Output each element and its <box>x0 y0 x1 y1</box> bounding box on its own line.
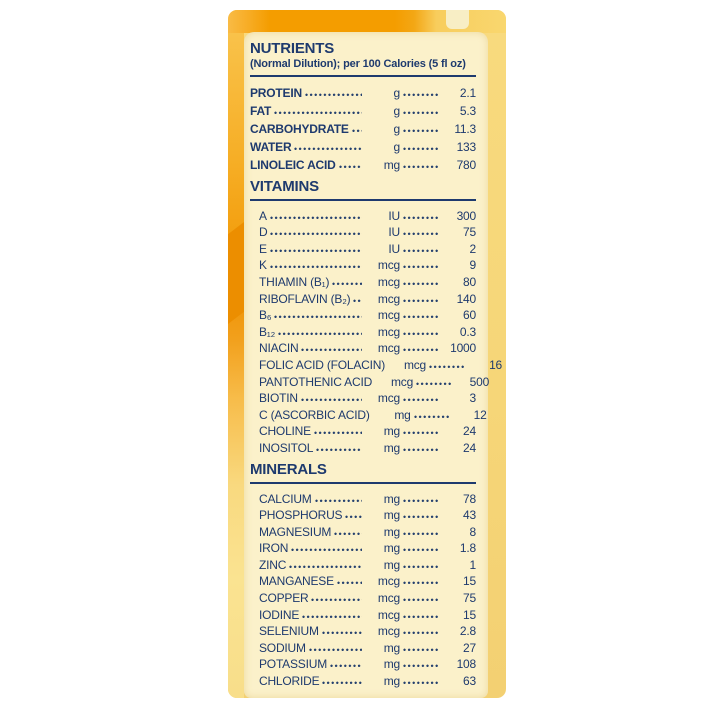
mineral-unit: mg <box>383 640 400 655</box>
vitamin-unit: mcg <box>377 308 400 323</box>
nutrient-unit: g <box>393 86 400 100</box>
mineral-name: MANGANESE <box>259 574 334 589</box>
vitamin-unit: mcg <box>390 374 414 389</box>
dot-leader <box>334 532 362 536</box>
dot-leader <box>274 315 362 319</box>
mineral-unit: mcg <box>377 574 400 589</box>
vitamin-name: K <box>259 258 267 273</box>
dot-leader <box>270 249 362 253</box>
nutrient-row <box>250 136 476 154</box>
vitamin-row <box>250 372 490 389</box>
vitamin-row <box>250 322 476 339</box>
vitamin-row <box>250 256 476 273</box>
dot-leader <box>414 415 449 419</box>
vitamin-row <box>250 355 503 372</box>
mineral-unit: mcg <box>377 624 400 639</box>
mineral-row <box>250 622 476 639</box>
dot-leader <box>403 332 438 336</box>
vitamin-row <box>250 389 476 406</box>
dot-leader <box>314 431 362 435</box>
dot-leader <box>403 681 438 685</box>
vitamins-rows <box>250 206 503 455</box>
package-left-orange-wedge <box>228 222 244 324</box>
mineral-name: SELENIUM <box>259 624 319 639</box>
nutrient-row <box>250 154 476 172</box>
vitamin-name: B₁₂ <box>259 324 276 339</box>
dot-leader <box>291 548 362 552</box>
dot-leader <box>403 249 438 253</box>
mineral-value: 108 <box>456 657 476 672</box>
mineral-row <box>250 655 476 672</box>
mineral-value: 15 <box>463 607 476 622</box>
vitamin-unit: mcg <box>377 324 400 339</box>
mineral-value: 1.8 <box>459 541 476 556</box>
dot-leader <box>403 111 438 115</box>
dot-leader <box>403 165 438 169</box>
dot-leader <box>301 398 362 402</box>
nutrient-value: 2.1 <box>459 86 476 100</box>
dot-leader <box>403 598 438 602</box>
mineral-value: 8 <box>469 524 476 539</box>
vitamin-value: 75 <box>463 225 476 240</box>
mineral-row <box>250 489 476 506</box>
mineral-row <box>250 638 476 655</box>
mineral-row <box>250 522 476 539</box>
mineral-name: IODINE <box>259 607 300 622</box>
mineral-value: 2.8 <box>459 624 476 639</box>
dot-leader <box>330 664 362 668</box>
dot-leader <box>403 129 438 133</box>
vitamin-value: 12 <box>473 407 487 422</box>
mineral-row <box>250 572 476 589</box>
nutrients-rows <box>250 82 476 172</box>
dot-leader <box>352 129 362 133</box>
vitamin-unit: mcg <box>377 258 400 273</box>
dot-leader <box>403 448 438 452</box>
vitamin-value: 3 <box>469 391 476 406</box>
dot-leader <box>270 232 362 236</box>
dot-leader <box>289 565 362 569</box>
dot-leader <box>403 282 438 286</box>
dot-leader <box>302 615 362 619</box>
mineral-value: 43 <box>463 508 476 523</box>
vitamin-name: C (ASCORBIC ACID) <box>259 407 370 422</box>
vitamin-row <box>250 223 476 240</box>
dot-leader <box>316 448 362 452</box>
dot-leader <box>403 581 438 585</box>
vitamin-row <box>250 206 476 223</box>
vitamin-name: RIBOFLAVIN (B₂) <box>259 291 351 306</box>
vitamin-row <box>250 339 476 356</box>
dot-leader <box>339 165 362 169</box>
nutrient-unit: g <box>393 104 400 118</box>
section-divider <box>250 75 476 77</box>
vitamin-value: 140 <box>456 291 476 306</box>
section-divider <box>250 482 476 484</box>
vitamin-unit: mcg <box>377 391 400 406</box>
dot-leader <box>403 232 438 236</box>
mineral-value: 15 <box>463 574 476 589</box>
vitamin-row <box>250 422 476 439</box>
nutrient-value: 780 <box>456 158 476 172</box>
nutrient-unit: g <box>393 140 400 154</box>
dot-leader <box>315 499 362 503</box>
mineral-name: POTASSIUM <box>259 657 327 672</box>
vitamin-value: 500 <box>469 374 490 389</box>
dot-leader <box>301 348 362 352</box>
vitamin-value: 24 <box>463 424 476 439</box>
dot-leader <box>403 548 438 552</box>
dot-leader <box>403 315 438 319</box>
nutrients-title: NUTRIENTS <box>250 40 335 57</box>
dot-leader <box>403 499 438 503</box>
dot-leader <box>311 598 362 602</box>
mineral-name: PHOSPHORUS <box>259 508 343 523</box>
vitamin-unit: mcg <box>377 274 400 289</box>
mineral-unit: mcg <box>377 607 400 622</box>
dot-leader <box>403 299 438 303</box>
mineral-unit: mg <box>383 524 400 539</box>
vitamin-name: FOLIC ACID (FOLACIN) <box>259 357 386 372</box>
vitamin-row <box>250 405 487 422</box>
mineral-value: 63 <box>463 674 476 689</box>
mineral-row <box>250 671 476 688</box>
minerals-rows <box>250 489 476 688</box>
vitamin-value: 80 <box>463 274 476 289</box>
mineral-name: MAGNESIUM <box>259 524 332 539</box>
dot-leader <box>403 565 438 569</box>
dot-leader <box>403 216 438 220</box>
vitamin-unit: mcg <box>377 341 400 356</box>
mineral-unit: mg <box>383 674 400 689</box>
nutrient-name: PROTEIN <box>250 86 302 100</box>
dot-leader <box>403 147 438 151</box>
dot-leader <box>403 431 438 435</box>
mineral-row <box>250 605 476 622</box>
vitamin-name: B₆ <box>259 308 272 323</box>
mineral-name: IRON <box>259 541 289 556</box>
vitamin-name: INOSITOL <box>259 440 314 455</box>
nutrient-name: WATER <box>250 140 292 154</box>
vitamin-name: CHOLINE <box>259 424 311 439</box>
dot-leader <box>274 111 362 115</box>
section-vitamins <box>250 178 503 455</box>
nutrient-value: 11.3 <box>454 122 476 136</box>
dot-leader <box>305 93 362 97</box>
dot-leader <box>429 365 464 369</box>
mineral-value: 27 <box>463 640 476 655</box>
vitamin-name: A <box>259 208 267 223</box>
vitamin-row <box>250 438 476 455</box>
formula-package-strip <box>228 10 506 698</box>
dot-leader <box>270 216 362 220</box>
nutrient-name: FAT <box>250 104 272 118</box>
package-top-notch <box>446 10 469 29</box>
dot-leader <box>270 265 362 269</box>
nutrition-facts-panel <box>244 32 503 698</box>
vitamin-row <box>250 306 476 323</box>
section-nutrients <box>250 41 476 172</box>
vitamin-unit: mcg <box>403 357 427 372</box>
vitamin-value: 2 <box>469 241 476 256</box>
vitamin-unit: IU <box>388 208 400 223</box>
mineral-unit: mg <box>383 541 400 556</box>
nutrients-subtitle: (Normal Dilution); per 100 Calories (5 fl oz) <box>250 58 466 70</box>
mineral-unit: mg <box>383 491 400 506</box>
section-minerals <box>250 462 476 688</box>
dot-leader <box>345 515 362 519</box>
nutrient-name: LINOLEIC ACID <box>250 158 336 172</box>
vitamin-row <box>250 239 476 256</box>
mineral-row <box>250 506 476 523</box>
dot-leader <box>403 615 438 619</box>
vitamin-name: PANTOTHENIC ACID <box>259 374 373 389</box>
dot-leader <box>403 348 438 352</box>
minerals-title: MINERALS <box>250 460 327 478</box>
mineral-value: 78 <box>463 491 476 506</box>
mineral-row <box>250 588 476 605</box>
dot-leader <box>403 631 438 635</box>
dot-leader <box>309 648 362 652</box>
mineral-unit: mg <box>383 508 400 523</box>
dot-leader <box>403 532 438 536</box>
mineral-name: COPPER <box>259 591 309 606</box>
dot-leader <box>403 398 438 402</box>
vitamin-name: E <box>259 241 267 256</box>
nutrient-name: CARBOHYDRATE <box>250 122 349 136</box>
dot-leader <box>337 581 362 585</box>
mineral-name: CALCIUM <box>259 491 312 506</box>
vitamin-name: THIAMIN (B₁) <box>259 274 330 289</box>
dot-leader <box>403 93 438 97</box>
dot-leader <box>403 515 438 519</box>
nutrient-row <box>250 82 476 100</box>
vitamin-unit: IU <box>388 241 400 256</box>
mineral-unit: mg <box>383 557 400 572</box>
dot-leader <box>332 282 362 286</box>
vitamin-unit: mg <box>383 440 400 455</box>
vitamin-row <box>250 289 476 306</box>
vitamin-value: 0.3 <box>459 324 476 339</box>
vitamin-name: BIOTIN <box>259 391 298 406</box>
mineral-unit: mg <box>383 657 400 672</box>
vitamin-row <box>250 272 476 289</box>
dot-leader <box>322 631 362 635</box>
vitamin-name: NIACIN <box>259 341 299 356</box>
vitamin-value: 60 <box>463 308 476 323</box>
dot-leader <box>278 332 362 336</box>
mineral-row <box>250 555 476 572</box>
vitamin-unit: mg <box>383 424 400 439</box>
vitamin-value: 16 <box>489 357 503 372</box>
mineral-value: 75 <box>463 591 476 606</box>
vitamin-unit: mg <box>394 407 411 422</box>
vitamins-title: VITAMINS <box>250 178 319 195</box>
package-left-accent-strip <box>228 33 244 698</box>
section-divider <box>250 199 476 201</box>
vitamin-name: D <box>259 225 268 240</box>
dot-leader <box>294 147 362 151</box>
mineral-name: SODIUM <box>259 640 306 655</box>
nutrient-value: 133 <box>456 140 476 154</box>
dot-leader <box>322 681 362 685</box>
mineral-unit: mcg <box>377 591 400 606</box>
vitamin-value: 24 <box>463 440 476 455</box>
dot-leader <box>403 664 438 668</box>
vitamin-value: 1000 <box>450 341 476 356</box>
mineral-row <box>250 539 476 556</box>
nutrient-row <box>250 118 476 136</box>
dot-leader <box>403 648 438 652</box>
nutrient-unit: g <box>393 122 400 136</box>
mineral-name: CHLORIDE <box>259 674 320 689</box>
nutrient-unit: mg <box>383 158 400 172</box>
mineral-name: ZINC <box>259 557 287 572</box>
dot-leader <box>416 382 451 386</box>
vitamin-unit: IU <box>388 225 400 240</box>
nutrient-value: 5.3 <box>459 104 476 118</box>
nutrient-row <box>250 100 476 118</box>
vitamin-unit: mcg <box>377 291 400 306</box>
dot-leader <box>353 299 362 303</box>
vitamin-value: 300 <box>456 208 476 223</box>
mineral-value: 1 <box>469 557 476 572</box>
vitamin-value: 9 <box>469 258 476 273</box>
dot-leader <box>403 265 438 269</box>
